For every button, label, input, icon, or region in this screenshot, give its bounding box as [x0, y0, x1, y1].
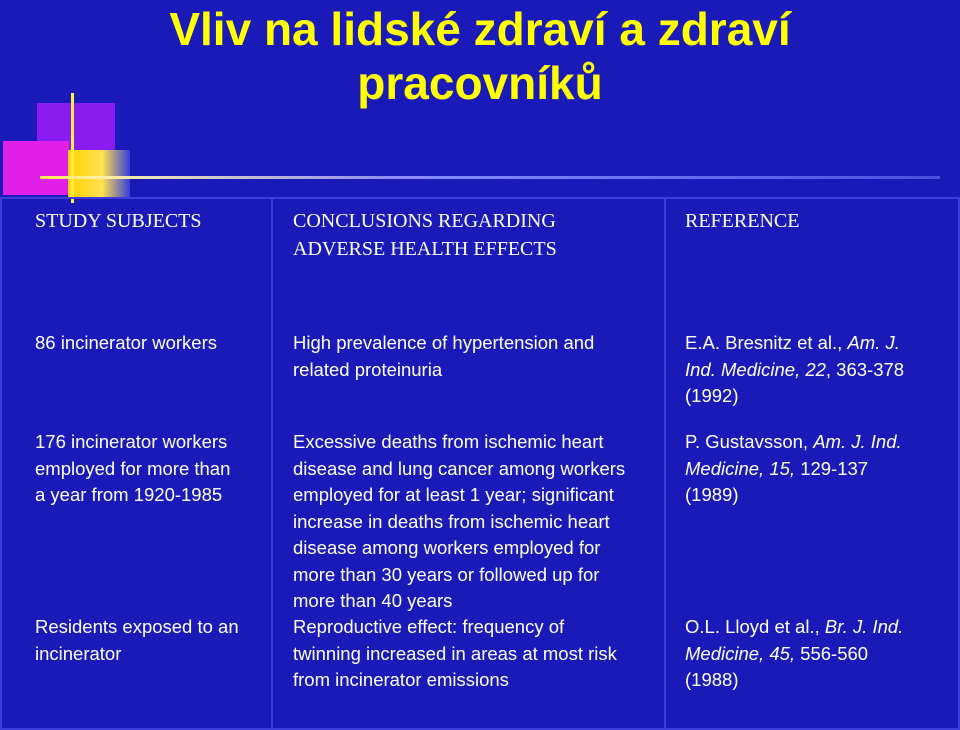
row-2-subjects-line: 176 incinerator workers: [35, 431, 228, 452]
row-2-conclusions-line: employed for at least 1 year; significant: [293, 484, 614, 505]
header-study-subjects-label: STUDY SUBJECTS: [35, 210, 202, 232]
reference-year: (1988): [685, 669, 739, 690]
row-2-conclusions-line: Excessive deaths from ischemic heart: [293, 431, 604, 452]
row-3-reference: [685, 614, 945, 694]
row-2-reference-line-1: [685, 429, 945, 456]
row-1-conclusions: [293, 330, 663, 383]
row-2-conclusions-line: disease and lung cancer among workers: [293, 457, 626, 479]
row-3-subjects-line: incinerator: [35, 642, 122, 664]
row-3-conclusions-line: twinning increased in areas at most risk: [293, 642, 617, 664]
reference-journal: Am. J.: [847, 332, 900, 353]
row-3-conclusions-line: from incinerator emissions: [293, 669, 509, 690]
header-reference-label: REFERENCE: [685, 210, 800, 232]
reference-authors: E.A. Bresnitz et al.,: [685, 332, 848, 353]
row-2-conclusions: [293, 429, 663, 615]
header-reference: [685, 207, 945, 235]
header-study-subjects: [35, 207, 260, 235]
reference-journal: Medicine, 45,: [685, 642, 801, 664]
reference-pages: 129-137: [800, 457, 869, 479]
row-2-conclusions-line: more than 30 years or followed up for: [293, 563, 600, 585]
reference-journal: Ind. Medicine,: [685, 358, 806, 380]
row-1-conclusions-line: related proteinuria: [293, 358, 443, 380]
row-3-subjects-line: Residents exposed to an: [35, 616, 239, 637]
row-2-conclusions-line: more than 40 years: [293, 590, 453, 611]
reference-year: (1992): [685, 385, 739, 406]
table-left-border: [0, 197, 2, 730]
reference-journal: Br. J. Ind.: [824, 616, 904, 637]
row-2-conclusions-line: disease among workers employed for: [293, 537, 601, 558]
row-2-subjects-line: employed for more than: [35, 457, 231, 479]
reference-pages: , 363-378: [825, 358, 905, 380]
reference-year: (1989): [685, 484, 739, 505]
row-3-conclusions-line: Reproductive effect: frequency of: [293, 616, 565, 637]
table-top-border: [0, 197, 960, 199]
row-1-reference-line-1: [685, 330, 945, 357]
reference-volume: 22: [805, 358, 826, 380]
row-2-subjects-line: a year from 1920-1985: [35, 484, 223, 505]
table-column-divider-2: [664, 197, 666, 730]
row-1-subjects-line: 86 incinerator workers: [35, 332, 217, 353]
header-conclusions: [293, 207, 663, 263]
slide-title: [0, 0, 960, 110]
reference-journal: Am. J. Ind.: [813, 431, 902, 452]
slide-title-line-1: Vliv na lidské zdraví a zdraví: [169, 3, 791, 55]
reference-authors: O.L. Lloyd et al.,: [685, 616, 825, 637]
row-3-reference-line-1: [685, 614, 945, 641]
row-2-reference: [685, 429, 945, 509]
decorative-yellow-square: [68, 150, 130, 198]
decorative-magenta-square: [3, 141, 69, 195]
table-column-divider-1: [271, 197, 273, 730]
row-3-subjects: [35, 614, 260, 667]
reference-journal: Medicine, 15,: [685, 457, 801, 479]
reference-authors: P. Gustavsson,: [685, 431, 814, 452]
header-conclusions-line-1: CONCLUSIONS REGARDING: [293, 210, 556, 232]
row-2-reference-line-2: [685, 456, 945, 483]
row-1-reference-line-2: [685, 357, 945, 384]
reference-pages: 556-560: [800, 642, 869, 664]
row-2-conclusions-line: increase in deaths from ischemic heart: [293, 510, 610, 532]
studies-table: [0, 197, 960, 730]
header-conclusions-line-2: ADVERSE HEALTH EFFECTS: [293, 238, 557, 260]
row-1-reference: [685, 330, 945, 410]
decorative-vertical-line: [71, 93, 74, 203]
row-3-conclusions: [293, 614, 663, 694]
row-3-reference-line-2: [685, 641, 945, 668]
row-2-subjects: [35, 429, 260, 509]
row-1-conclusions-line: High prevalence of hypertension and: [293, 332, 595, 353]
row-1-subjects: [35, 330, 260, 357]
slide-title-line-2: pracovníků: [357, 57, 603, 109]
decorative-horizontal-rule: [40, 176, 940, 179]
